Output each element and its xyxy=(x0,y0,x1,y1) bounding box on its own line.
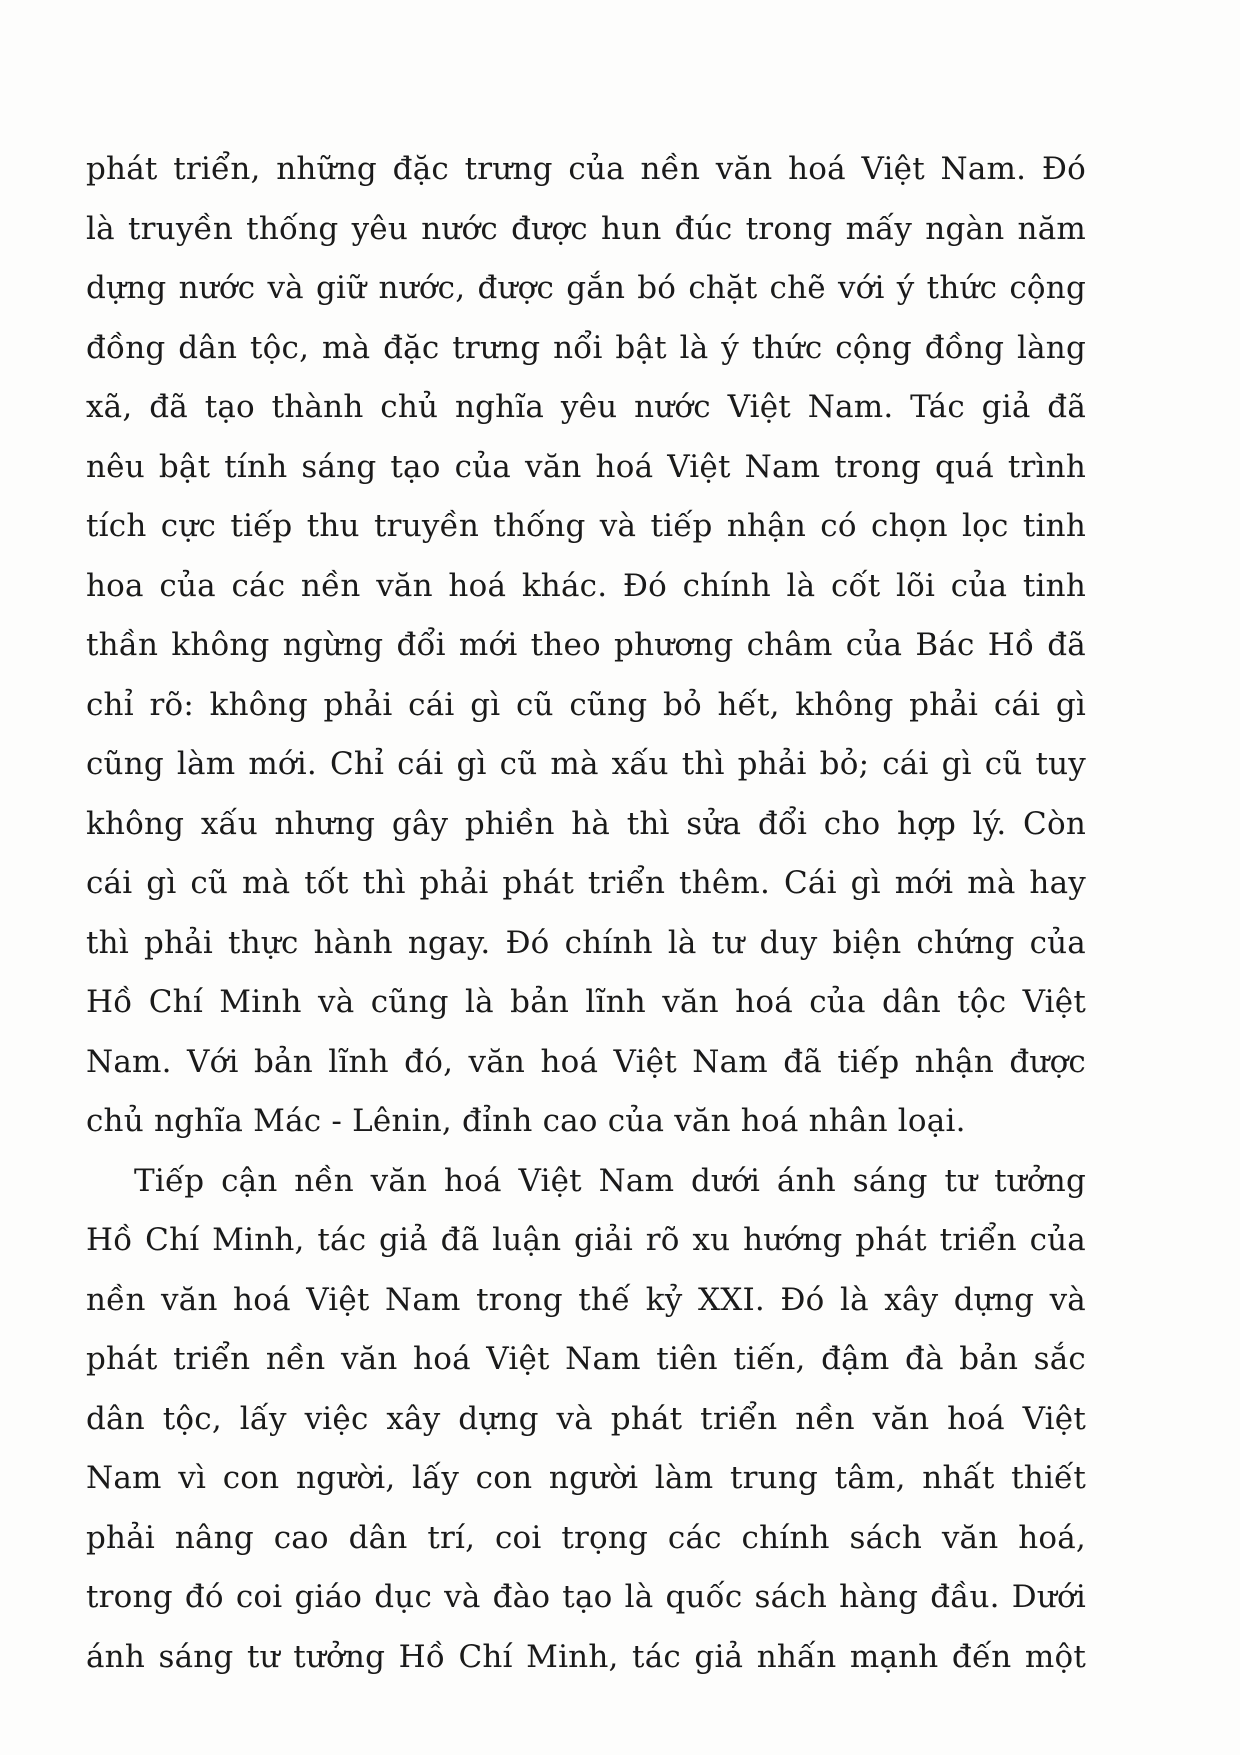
text-line: xã, đã tạo thành chủ nghĩa yêu nước Việt Nam. Tác giả đã xyxy=(86,389,1086,425)
text-line: hoa của các nền văn hoá khác. Đó chính là cốt lõi của tinh xyxy=(86,567,1086,604)
text-line: thì phải thực hành ngay. Đó chính là tư duy biện chứng của xyxy=(86,924,1086,961)
text-line: phải nâng cao dân trí, coi trọng các chính sách văn hoá, xyxy=(86,1519,1086,1556)
body-text xyxy=(86,140,1086,1687)
paragraph-1 xyxy=(86,140,1086,1152)
text-line: đồng dân tộc, mà đặc trưng nổi bật là ý thức cộng đồng làng xyxy=(86,329,1086,366)
text-line: dân tộc, lấy việc xây dựng và phát triển nền văn hoá Việt xyxy=(86,1400,1086,1437)
text-line: chủ nghĩa Mác - Lênin, đỉnh cao của văn hoá nhân loại. xyxy=(86,1103,966,1139)
text-line: phát triển nền văn hoá Việt Nam tiên tiến, đậm đà bản sắc xyxy=(86,1341,1086,1377)
text-line: Nam. Với bản lĩnh đó, văn hoá Việt Nam đã tiếp nhận được xyxy=(86,1043,1086,1080)
text-line: cái gì cũ mà tốt thì phải phát triển thêm. Cái gì mới mà hay xyxy=(86,865,1086,901)
text-line: cũng làm mới. Chỉ cái gì cũ mà xấu thì phải bỏ; cái gì cũ tuy xyxy=(86,746,1086,782)
text-line: Nam vì con người, lấy con người làm trung tâm, nhất thiết xyxy=(86,1460,1086,1496)
text-line: Tiếp cận nền văn hoá Việt Nam dưới ánh sáng tư tưởng xyxy=(134,1162,1086,1199)
text-line: nêu bật tính sáng tạo của văn hoá Việt Nam trong quá trình xyxy=(86,448,1086,485)
text-line: dựng nước và giữ nước, được gắn bó chặt chẽ với ý thức cộng xyxy=(86,270,1086,306)
text-line: không xấu nhưng gây phiền hà thì sửa đổi cho hợp lý. Còn xyxy=(86,805,1086,842)
text-line: trong đó coi giáo dục và đào tạo là quốc sách hàng đầu. Dưới xyxy=(86,1579,1086,1615)
paragraph-2 xyxy=(86,1152,1086,1688)
text-line: phát triển, những đặc trưng của nền văn hoá Việt Nam. Đó xyxy=(86,151,1086,187)
text-line: là truyền thống yêu nước được hun đúc trong mấy ngàn năm xyxy=(86,210,1086,247)
text-line: thần không ngừng đổi mới theo phương châm của Bác Hồ đã xyxy=(86,627,1086,663)
text-line: ánh sáng tư tưởng Hồ Chí Minh, tác giả nhấn mạnh đến một xyxy=(86,1638,1086,1675)
text-line: Hồ Chí Minh và cũng là bản lĩnh văn hoá của dân tộc Việt xyxy=(86,984,1086,1020)
text-line: tích cực tiếp thu truyền thống và tiếp nhận có chọn lọc tinh xyxy=(86,508,1086,544)
text-line: chỉ rõ: không phải cái gì cũ cũng bỏ hết, không phải cái gì xyxy=(86,686,1086,723)
text-line: Hồ Chí Minh, tác giả đã luận giải rõ xu hướng phát triển của xyxy=(86,1222,1086,1258)
text-line: nền văn hoá Việt Nam trong thế kỷ XXI. Đó là xây dựng và xyxy=(86,1281,1086,1318)
